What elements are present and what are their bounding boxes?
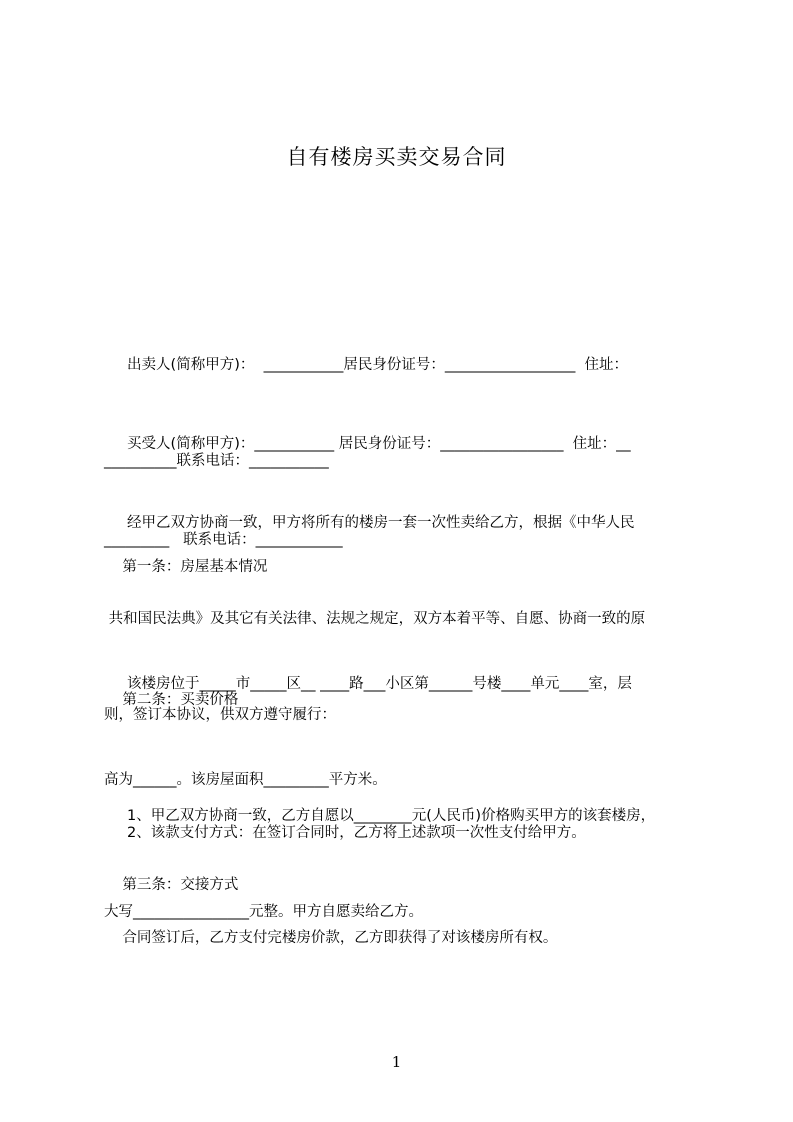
article-2-clause-1-line-2: 大写________________元整。甲方自愿卖给乙方。 xyxy=(104,904,423,920)
article-2-clause-1-line-1: 1、甲乙双方协商一致，乙方自愿以________元(人民币)价格购买甲方的该套楼房， xyxy=(104,808,656,824)
article-3-heading: 第三条：交接方式 xyxy=(104,877,239,893)
preamble-line-1: 经甲乙双方协商一致，甲方将所有的楼房一套一次性卖给乙方，根据《中华人民 xyxy=(104,515,635,531)
page-number: 1 xyxy=(391,1053,402,1071)
preamble-line-2: 共和国民法典》及其它有关法律、法规之规定，双方本着平等、自愿、协商一致的原 xyxy=(104,611,646,627)
article-1-line-1: 该楼房位于_____市_____区__ ____路___小区第______号楼____单元____室，层 xyxy=(104,676,632,692)
document-title: 自有楼房买卖交易合同 xyxy=(286,145,507,169)
preamble-line-3: 则，签订本协议，供双方遵守履行： xyxy=(104,707,336,723)
article-2-heading: 第二条：买卖价格 xyxy=(104,692,239,708)
seller-info-line-1: 出卖人(简称甲方)： ___________居民身份证号：__________________ 住址： xyxy=(104,357,629,373)
buyer-info-line-1: 买受人(简称甲方)：___________ 居民身份证号：_________________ 住址：__ xyxy=(104,436,631,452)
article-3-body: 合同签订后，乙方支付完楼房价款，乙方即获得了对该楼房所有权。 xyxy=(104,930,558,946)
article-2-clause-2: 2、该款支付方式：在签订合同时，乙方将上述款项一次性支付给甲方。 xyxy=(104,825,586,841)
article-1-heading: 第一条：房屋基本情况 xyxy=(104,559,268,575)
article-1-line-2: 高为______。该房屋面积_________平方米。 xyxy=(104,772,387,788)
buyer-info-line-2: _________ 联系电话：____________ xyxy=(104,532,343,548)
seller-info-line-2: __________联系电话：___________ xyxy=(104,453,329,469)
